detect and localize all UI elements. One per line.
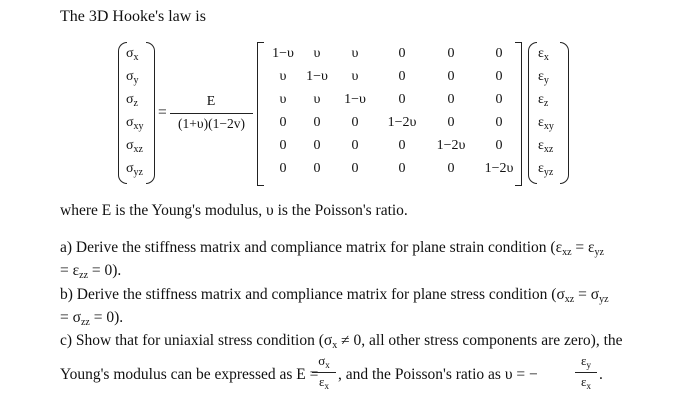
matrix-cell: 0	[447, 161, 455, 176]
coefficient-denominator: (1+υ)(1−2v)	[178, 116, 245, 131]
matrix-cell: 0	[398, 92, 406, 107]
matrix-cell: 0	[398, 46, 406, 61]
part-c-stress-x: $\sigma_x$	[323, 332, 338, 351]
matrix-cell: υ	[279, 69, 287, 84]
matrix-cell: 0	[279, 115, 287, 130]
stress-vector-right-bracket	[146, 42, 155, 184]
strain-vector-right-bracket	[560, 42, 569, 184]
matrix-cell: 0	[398, 138, 406, 153]
matrix-cell: υ	[313, 46, 321, 61]
matrix-cell: 0	[495, 92, 503, 107]
matrix-cell: 1−2υ	[436, 138, 466, 153]
part-a-strain-zz: $\varepsilon_{zz}$	[72, 262, 89, 281]
young-modulus-denominator: $\varepsilon_x$	[319, 374, 329, 391]
strain-component: $\varepsilon_{yz}$	[538, 161, 554, 178]
part-b-line-2: = $\sigma_{zz} = 0$).	[60, 309, 124, 328]
matrix-cell: 0	[495, 138, 503, 153]
matrix-cell: 0	[351, 138, 359, 153]
strain-component: $\varepsilon_y$	[538, 69, 549, 86]
matrix-cell: 1−υ	[306, 69, 328, 84]
matrix-cell: υ	[351, 46, 359, 61]
coefficient-fraction-line	[170, 113, 253, 114]
matrix-cell: 0	[398, 161, 406, 176]
part-a-line-1: a) Derive the stiffness matrix and compliance matrix for plane strain condition ($\varepsilon_{xz} = \varepsilon_{yz}$	[60, 239, 604, 258]
stress-component: $\sigma_y$	[126, 69, 139, 86]
coefficient-numerator: E	[206, 94, 216, 109]
matrix-cell: 0	[313, 161, 321, 176]
strain-component: $\varepsilon_{xz}$	[538, 138, 554, 155]
matrix-cell: υ	[351, 69, 359, 84]
young-modulus-fraction-line	[312, 372, 336, 373]
part-a-text: a) Derive the stiffness matrix and compliance matrix for plane strain condition (	[60, 239, 556, 256]
strain-component: $\varepsilon_z$	[538, 92, 549, 109]
matrix-cell: 1−2υ	[387, 115, 417, 130]
matrix-cell: 0	[279, 138, 287, 153]
matrix-cell: 1−υ	[272, 46, 294, 61]
part-c-line-2-post: .	[599, 366, 603, 383]
matrix-cell: 1−2υ	[484, 161, 514, 176]
stress-component: $\sigma_z$	[126, 92, 138, 109]
part-c-line-2-pre: Young's modulus can be expressed as E =	[60, 366, 319, 383]
poisson-ratio-fraction-line	[575, 372, 597, 373]
poisson-ratio-denominator: $\varepsilon_x$	[581, 374, 591, 391]
matrix-cell: 0	[447, 69, 455, 84]
part-b-stress-zz: $\sigma_{zz}$	[72, 309, 90, 328]
strain-component: $\varepsilon_{xy}$	[538, 115, 554, 132]
matrix-cell: υ	[279, 92, 287, 107]
part-a-strain-yz: $\varepsilon_{yz}$	[588, 239, 604, 258]
part-b-text: b) Derive the stiffness matrix and compliance matrix for plane stress condition (	[60, 286, 557, 303]
matrix-cell: 0	[495, 115, 503, 130]
young-modulus-numerator: $\sigma_x$	[318, 353, 330, 370]
stress-component: $\sigma_{xz}$	[126, 138, 143, 155]
stress-component: $\sigma_{xy}$	[126, 115, 144, 132]
part-a-line-2: = $\varepsilon_{zz} = 0$).	[60, 262, 122, 281]
where-line: where E is the Young's modulus, υ is the Poisson's ratio.	[60, 202, 408, 219]
part-a-strain-xz: $\varepsilon_{xz}$	[555, 239, 572, 258]
matrix-cell: υ	[313, 92, 321, 107]
stress-component: $\sigma_x$	[126, 46, 139, 63]
part-b-stress-xz: $\sigma_{xz}$	[556, 286, 575, 305]
title: The 3D Hooke's law is	[60, 8, 206, 25]
matrix-cell: 0	[495, 69, 503, 84]
poisson-ratio-numerator: $\varepsilon_y$	[581, 353, 591, 370]
matrix-cell: 0	[313, 115, 321, 130]
matrix-cell: 0	[351, 115, 359, 130]
matrix-cell: 0	[279, 161, 287, 176]
matrix-cell: 1−υ	[344, 92, 366, 107]
part-c-line-2-mid: , and the Poisson's ratio as υ = −	[338, 366, 538, 383]
part-b-stress-yz: $\sigma_{yz}$	[590, 286, 609, 305]
part-c-line-1: c) Show that for uniaxial stress condition ($\sigma_x \ne 0$, all other stress components are zero), the	[60, 332, 623, 351]
strain-vector-left-bracket	[528, 42, 537, 184]
strain-component: $\varepsilon_x$	[538, 46, 549, 63]
equals-sign: =	[158, 104, 167, 121]
matrix-cell: 0	[495, 46, 503, 61]
matrix-cell: 0	[447, 115, 455, 130]
part-b-line-1: b) Derive the stiffness matrix and compliance matrix for plane stress condition ($\sigma_{xz} = \sigma_{yz}$	[60, 286, 609, 305]
stress-component: $\sigma_{yz}$	[126, 161, 143, 178]
matrix-cell: 0	[351, 161, 359, 176]
matrix-cell: 0	[447, 46, 455, 61]
matrix-cell: 0	[447, 92, 455, 107]
matrix-cell: 0	[313, 138, 321, 153]
matrix-cell: 0	[398, 69, 406, 84]
